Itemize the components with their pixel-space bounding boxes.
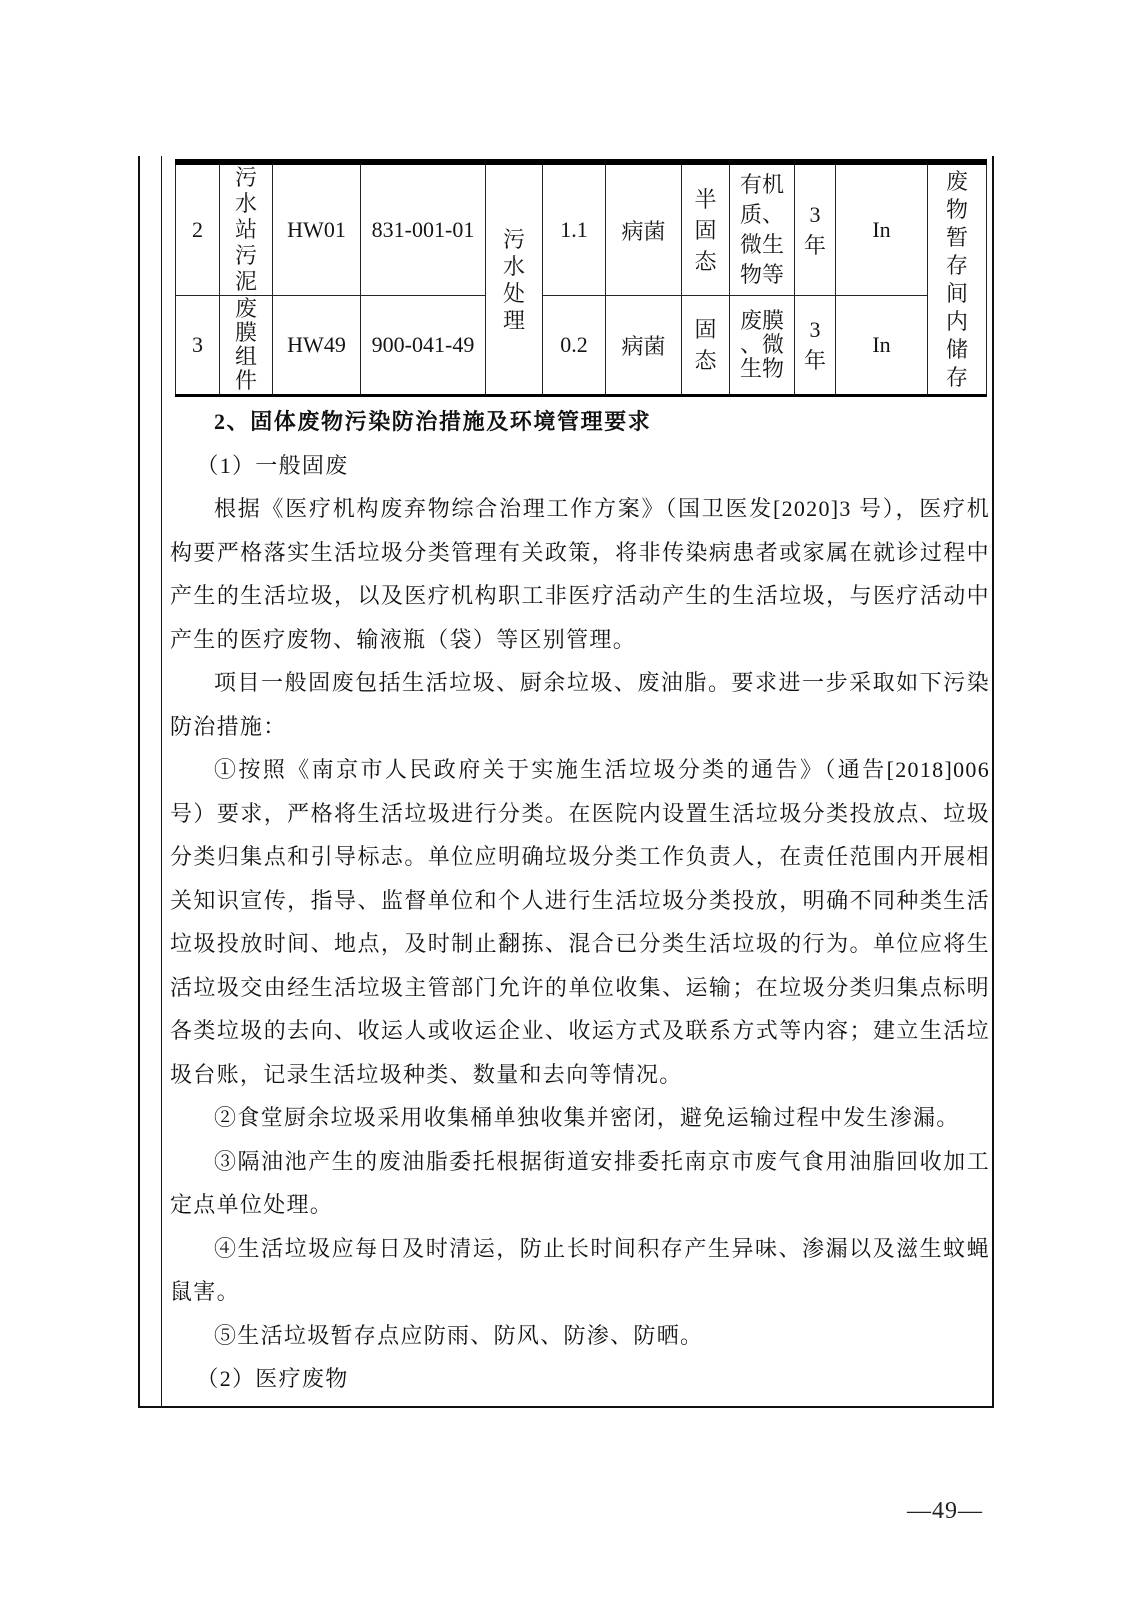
- physical-form-cell: [682, 162, 730, 296]
- physical-form-text: 半固态: [694, 186, 717, 274]
- amount-cell: 0.2: [543, 296, 606, 396]
- storage-period-text: 3年: [803, 317, 826, 373]
- storage-period-text: 3年: [803, 202, 826, 258]
- subsection-title: （1）一般固废: [196, 452, 349, 478]
- waste-code-cell: 900-041-49: [361, 296, 486, 396]
- hw-category-cell: HW49: [273, 296, 361, 396]
- section-title: 2、固体废物污染防治措施及环境管理要求: [214, 409, 652, 434]
- composition-text: 废膜、微生物: [739, 308, 784, 381]
- table-row: [176, 162, 987, 296]
- composition-text: 有机质、微生物等: [739, 172, 784, 287]
- table-row: [176, 296, 987, 396]
- composition-cell: [730, 162, 795, 296]
- source-treatment-text: 污水处理: [502, 226, 525, 333]
- amount-cell: 1.1: [543, 162, 606, 296]
- physical-form-text: 固态: [694, 317, 717, 373]
- storage-location-text: 废物暂存间内储存: [945, 168, 968, 390]
- hazardous-waste-table: [175, 159, 987, 397]
- paragraph: ③隔油池产生的废油脂委托根据街道安排委托南京市废气食用油脂回收加工定点单位处理。: [170, 1148, 990, 1217]
- storage-period-cell: [795, 296, 836, 396]
- hw-category-cell: HW01: [273, 162, 361, 296]
- paragraph: ④生活垃圾应每日及时清运，防止长时间积存产生异味、渗漏以及滋生蚊蝇鼠害。: [170, 1235, 990, 1304]
- waste-no-cell: 3: [176, 296, 220, 396]
- waste-name-text: 污水站污泥: [234, 165, 257, 294]
- waste-name-cell: [220, 296, 273, 396]
- hazard-component-cell: 病菌: [606, 296, 682, 396]
- waste-name-text: 废膜组件: [234, 296, 257, 393]
- physical-form-cell: [682, 296, 730, 396]
- content-frame: [138, 156, 994, 1408]
- paragraph: 项目一般固废包括生活垃圾、厨余垃圾、废油脂。要求进一步采取如下污染防治措施：: [170, 670, 990, 739]
- subsection-title: （2）医疗废物: [196, 1366, 349, 1391]
- composition-cell: [730, 296, 795, 396]
- storage-period-cell: [795, 162, 836, 296]
- disposal-code-cell: In: [836, 162, 928, 296]
- waste-no-cell: 2: [176, 162, 220, 296]
- paragraph: ②食堂厨余垃圾采用收集桶单独收集并密闭，避免运输过程中发生渗漏。: [214, 1105, 960, 1130]
- left-strip-divider: [161, 156, 162, 1406]
- waste-name-cell: [220, 162, 273, 296]
- paragraph: ⑤生活垃圾暂存点应防雨、防风、防渗、防晒。: [214, 1322, 704, 1348]
- hazard-component-cell: 病菌: [606, 162, 682, 296]
- page-number: —49—: [907, 1498, 983, 1524]
- paragraph: 根据《医疗机构废弃物综合治理工作方案》（国卫医发[2020]3 号），医疗机构要严格落实生活垃圾分类管理有关政策，将非传染病患者或家属在就诊过程中产生的生活垃圾，以及医疗机构职工非医疗活动产生的生活垃圾，与医疗活动中产生的医疗废物、输液瓶（袋）等区别管理。: [170, 496, 990, 652]
- storage-location-cell: [928, 162, 987, 396]
- body-text: [170, 400, 990, 1401]
- disposal-code-cell: In: [836, 296, 928, 396]
- source-treatment-cell: [486, 162, 543, 396]
- paragraph: ①按照《南京市人民政府关于实施生活垃圾分类的通告》（通告[2018]006 号）要求，严格将生活垃圾进行分类。在医院内设置生活垃圾分类投放点、垃圾分类归集点和引导标志。单位应明确垃圾分类工作负责人，在责任范围内开展相关知识宣传，指导、监督单位和个人进行生活垃圾分类投放，明确不同种类生活垃圾投放时间、地点，及时制止翻拣、混合已分类生活垃圾的行为。单位应将生活垃圾交由经生活垃圾主管部门允许的单位收集、运输；在垃圾分类归集点标明各类垃圾的去向、收运人或收运企业、收运方式及联系方式等内容；建立生活垃圾台账，记录生活垃圾种类、数量和去向等情况。: [170, 757, 990, 1087]
- waste-code-cell: 831-001-01: [361, 162, 486, 296]
